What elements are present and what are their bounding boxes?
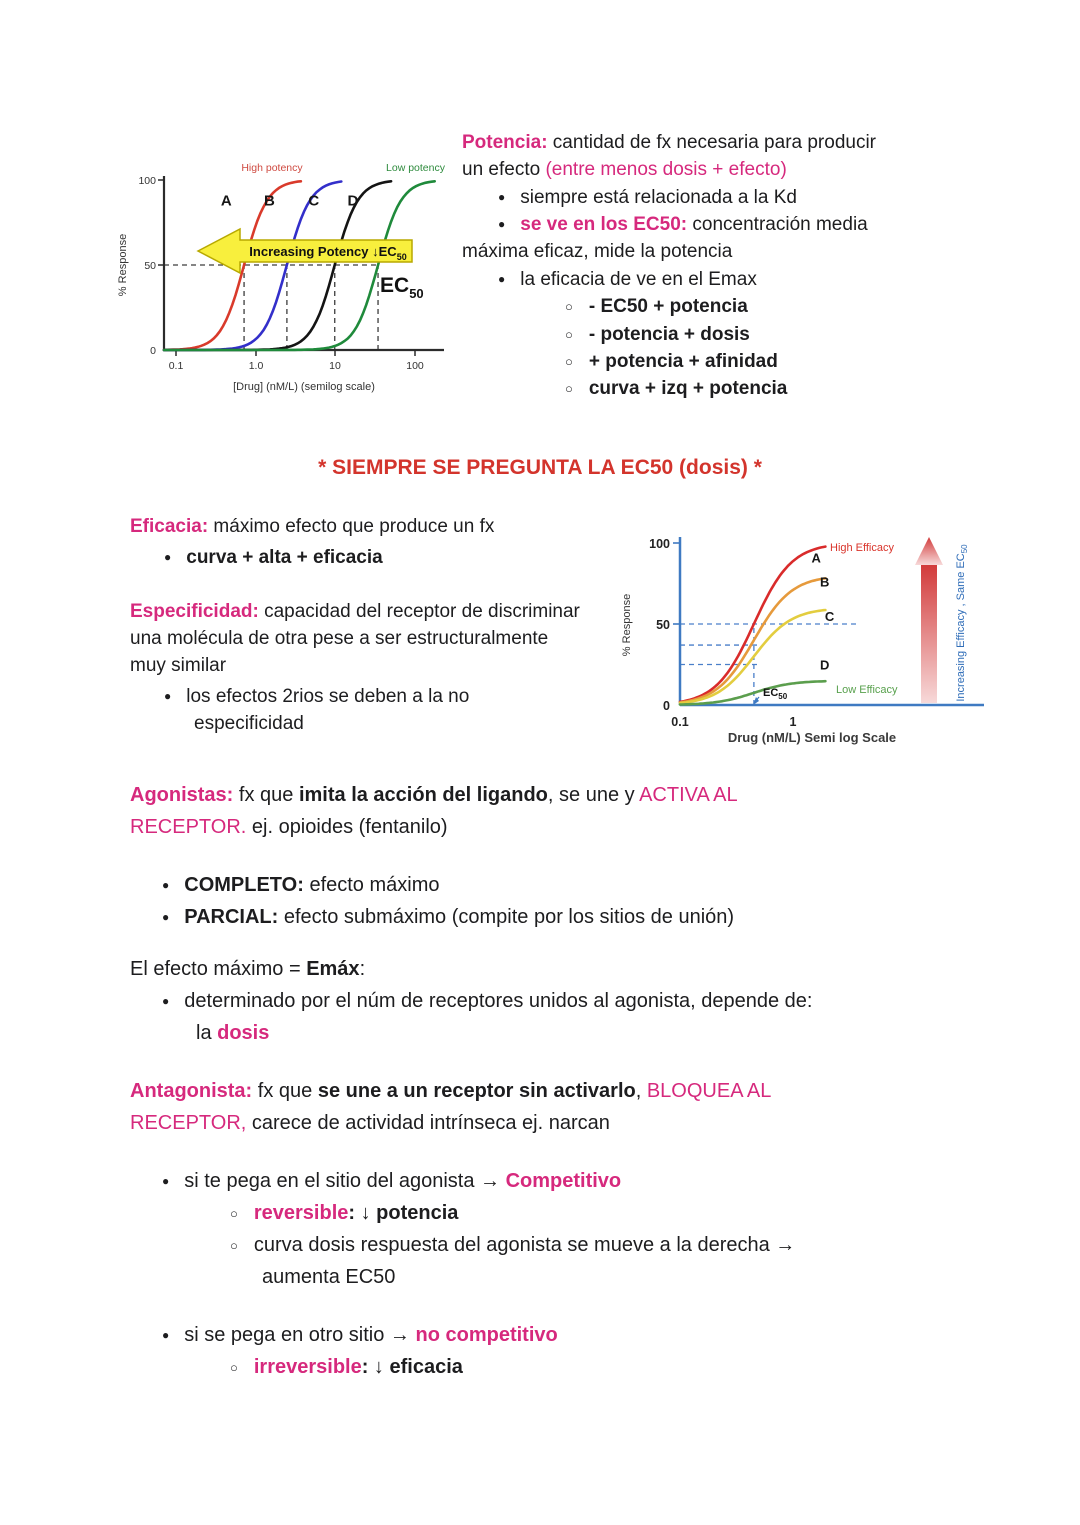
- eficacia-term: Eficacia:: [130, 516, 209, 537]
- bullet-icon: ●: [162, 878, 170, 892]
- text-run: fx que: [233, 784, 299, 806]
- text-run: no competitivo: [415, 1324, 558, 1346]
- especificidad-paragraph: [130, 598, 582, 680]
- y-axis-label: % Response: [621, 593, 633, 657]
- potencia-paragraph: [462, 129, 876, 184]
- text-run: ej. opioides (fentanilo): [246, 816, 448, 838]
- y-tick-label: 0: [150, 345, 156, 357]
- potencia-subbullet-2: [462, 321, 876, 348]
- agonistas-paragraph: [130, 779, 830, 843]
- text-run: efecto submáximo (compite por los sitios de unión): [278, 906, 735, 928]
- curve-letter: B: [263, 192, 275, 210]
- bullet-icon: ○: [230, 1238, 238, 1253]
- ec50-label: EC50: [763, 687, 788, 701]
- bullet-icon: ●: [162, 994, 170, 1008]
- x-tick-label: 100: [406, 360, 424, 372]
- emax-paragraph: [130, 953, 830, 985]
- y-tick-label: 50: [144, 260, 156, 272]
- potencia-section: [462, 129, 876, 403]
- increasing-efficacy-label: Increasing Efficacy , Same $EC_{50}$: [955, 544, 969, 702]
- bullet-icon: ●: [162, 1174, 170, 1188]
- potencia-term: Potencia:: [462, 132, 548, 153]
- dashed-guides: [164, 265, 378, 350]
- efficacy-chart-figure: [612, 515, 987, 750]
- x-tick-label: 10: [329, 360, 341, 372]
- bullet-icon: ○: [565, 326, 573, 342]
- x-tick-label: 1.0: [248, 360, 264, 372]
- text-run: cantidad de fx necesaria para producir un efecto: [462, 132, 877, 181]
- text-run: máximo efecto que produce un fx: [208, 516, 495, 537]
- text-run: curva + izq + potencia: [588, 378, 788, 400]
- especificidad-bullet: [130, 683, 582, 738]
- potencia-subbullet-1: [462, 293, 876, 320]
- text-run: efecto máximo: [303, 874, 440, 896]
- eficacia-especificidad-section: [130, 513, 582, 738]
- bullet-icon: ●: [498, 217, 506, 232]
- bullet-icon: ○: [565, 299, 573, 315]
- curve-letter: A: [811, 550, 821, 566]
- text-run: curva + alta + eficacia: [186, 547, 383, 569]
- curva-dosis-subbullet: [130, 1229, 830, 1293]
- text-run: eficacia: [389, 1356, 463, 1378]
- irreversible-subbullet: [130, 1351, 830, 1383]
- ec50-label: $EC_{50}$: [380, 274, 424, 301]
- curve-letter: D: [347, 192, 359, 210]
- text-run: ACTIVA AL RECEPTOR.: [130, 784, 737, 838]
- y-tick-label: 100: [649, 537, 670, 551]
- x-tick-label: 0.1: [168, 360, 184, 372]
- agonista-completo-bullet: [130, 869, 830, 901]
- text-run: capacidad del receptor de discriminar una molécula de otra pese a ser estructuralmente muy similar: [130, 600, 580, 677]
- ec50-reminder-heading: * SIEMPRE SE PREGUNTA LA EC50 (dosis) *: [318, 456, 762, 479]
- text-run: la eficacia de ve en el Emax: [520, 268, 757, 290]
- y-axis-label: % Response: [117, 233, 129, 297]
- text-run: dosis: [217, 1022, 270, 1044]
- text-run: (entre menos dosis + efecto): [545, 159, 787, 181]
- bullet-icon: ●: [164, 688, 172, 703]
- potency-chart: [112, 150, 457, 408]
- text-run: - EC50 + potencia: [588, 296, 748, 318]
- text-run: carece de actividad intrínseca ej. narcan: [246, 1112, 610, 1134]
- x-axis-label: [Drug] (nM/L) (semilog scale): [233, 381, 375, 393]
- potencia-bullet-1: [462, 184, 876, 211]
- text-run: reversible: [253, 1202, 349, 1224]
- dose-response-curves: [680, 547, 835, 705]
- axes: [158, 176, 444, 356]
- low-efficacy-annotation: Low Efficacy: [836, 684, 898, 696]
- bullet-icon: ●: [498, 271, 506, 286]
- potencia-bullet-3: [462, 266, 876, 293]
- text-run: BLOQUEA AL RECEPTOR,: [130, 1080, 771, 1134]
- y-tick-label: 0: [663, 699, 670, 713]
- text-run: - potencia + dosis: [588, 323, 750, 345]
- curve-letter: D: [819, 657, 830, 673]
- text-run: irreversible: [253, 1356, 362, 1378]
- eficacia-paragraph: [130, 513, 582, 540]
- potencia-subbullet-3: [462, 348, 876, 375]
- increasing-potency-arrow: [198, 229, 412, 273]
- eficacia-bullet: [130, 544, 582, 571]
- text-run: El efecto máximo =: [130, 958, 307, 980]
- text-run: Competitivo: [505, 1170, 622, 1192]
- text-run: Emáx: [306, 958, 360, 980]
- bullet-icon: ●: [164, 550, 172, 565]
- curve-letter: B: [819, 574, 830, 590]
- text-run: imita la acción del ligando: [298, 784, 548, 806]
- bullet-icon: ○: [230, 1206, 238, 1221]
- text-run: si te pega en el sitio del agonista →: [184, 1170, 506, 1192]
- text-run: si se pega en otro sitio →: [184, 1324, 416, 1346]
- text-run: se une a un receptor sin activarlo: [317, 1080, 636, 1102]
- x-tick-label: 1: [789, 715, 797, 729]
- increasing-efficacy-arrow: [915, 537, 943, 703]
- antagonista-paragraph: [130, 1075, 830, 1139]
- efficacy-chart: [612, 515, 987, 750]
- agonistas-antagonistas-section: [130, 779, 830, 1383]
- x-axis-label: Drug (nM/L) Semi log Scale: [727, 730, 897, 745]
- text-run: : ↓: [348, 1202, 377, 1224]
- reversible-subbullet: [130, 1197, 830, 1229]
- emax-bullet: [130, 985, 830, 1049]
- potency-chart-figure: [112, 150, 457, 408]
- x-tick-label: 0.1: [671, 715, 689, 729]
- curve-letter: C: [308, 192, 320, 210]
- curve-letter: C: [824, 608, 835, 624]
- text-run: curva dosis respuesta del agonista se mueve a la derecha → aumenta EC50: [253, 1234, 796, 1288]
- high-potency-annotation: High potency: [241, 162, 303, 174]
- text-run: : ↓: [361, 1356, 390, 1378]
- potencia-bullet-2: [462, 211, 876, 266]
- curve-letter: A: [220, 192, 232, 210]
- text-run: potencia: [376, 1202, 459, 1224]
- agonista-parcial-bullet: [130, 901, 830, 933]
- text-run: COMPLETO:: [184, 874, 304, 896]
- antagonista-term: Antagonista:: [130, 1080, 253, 1102]
- no-competitivo-bullet: [130, 1319, 830, 1351]
- text-run: , se une y: [547, 784, 640, 806]
- bullet-icon: ●: [498, 189, 506, 204]
- potencia-subbullet-4: [462, 375, 876, 402]
- bullet-icon: ●: [162, 1328, 170, 1342]
- text-run: los efectos 2rios se deben a la no especificidad: [186, 685, 470, 735]
- bullet-icon: ○: [565, 353, 573, 369]
- especificidad-term: Especificidad:: [130, 600, 259, 622]
- text-run: :: [359, 958, 366, 980]
- high-efficacy-annotation: High Efficacy: [830, 542, 894, 554]
- text-run: concentración media máxima eficaz, mide la potencia: [462, 214, 868, 263]
- arrow-label: Increasing Potency $↓EC_{50}$: [249, 244, 407, 262]
- y-tick-label: 100: [138, 175, 156, 187]
- competitivo-bullet: [130, 1165, 830, 1197]
- agonistas-term: Agonistas:: [130, 784, 234, 806]
- bullet-icon: ●: [162, 910, 170, 924]
- text-run: + potencia + afinidad: [588, 350, 778, 372]
- text-run: se ve en los EC50:: [520, 214, 688, 236]
- y-tick-label: 50: [656, 618, 670, 632]
- text-run: fx que: [252, 1080, 318, 1102]
- text-run: siempre está relacionada a la Kd: [520, 186, 797, 208]
- text-run: ,: [635, 1080, 647, 1102]
- low-potency-annotation: Low potency: [386, 162, 445, 174]
- bullet-icon: ○: [565, 381, 573, 397]
- text-run: PARCIAL:: [184, 906, 279, 928]
- bullet-icon: ○: [230, 1360, 238, 1375]
- text-run: determinado por el núm de receptores unidos al agonista, depende de: la: [184, 990, 813, 1044]
